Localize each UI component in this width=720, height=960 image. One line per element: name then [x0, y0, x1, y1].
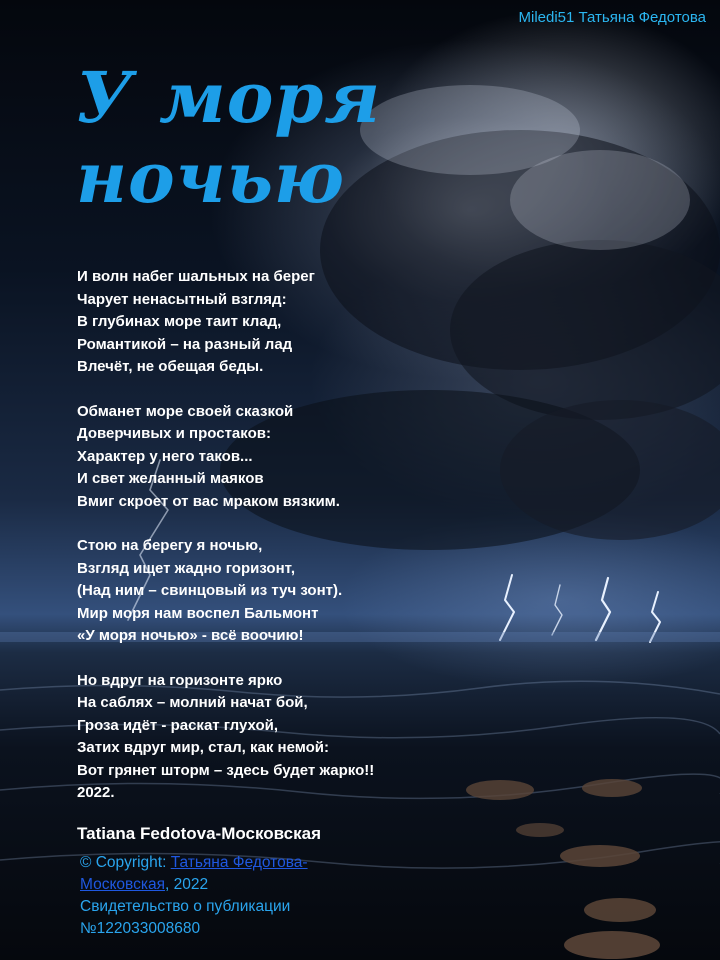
poem-line: Гроза идёт - раскат глухой,	[77, 716, 279, 734]
stanza	[77, 266, 447, 379]
poem-line: В глубинах море таит клад,	[77, 313, 282, 330]
poem-line: Взгляд ищет жадно горизонт,	[77, 559, 296, 577]
poem-line: Мир моря нам воспел Бальмонт	[77, 604, 319, 622]
poem-line: Доверчивых и простаков:	[77, 425, 271, 442]
poem-line: Влечёт, не обещая беды.	[77, 358, 264, 375]
copyright-year: , 2022	[164, 876, 209, 893]
poem-line: И волн набег шальных на берег	[77, 268, 315, 285]
author-name: Tatiana Fedotova-Московская	[77, 824, 322, 843]
copyright-block	[80, 852, 370, 940]
stanza	[77, 535, 447, 648]
copyright-prefix: © Copyright:	[80, 854, 171, 871]
stanza	[77, 670, 447, 805]
poem-line: (Над ним – свинцовый из туч зонт).	[77, 582, 343, 599]
certificate-number: №122033008680	[80, 920, 201, 937]
poem-line: На саблях – молний начат бой,	[77, 694, 308, 711]
title-line-2: ночью	[76, 136, 346, 219]
poem-title	[76, 58, 396, 218]
poem-line: Вот грянет шторм – здесь будет жарко!!	[77, 761, 375, 779]
poem-line: Стою на берегу я ночью,	[77, 537, 263, 554]
poem-line: Романтикой – на разный лад	[77, 335, 293, 353]
author-link[interactable]: Татьяна Федотова-Московская	[80, 854, 308, 893]
poem-body	[77, 266, 447, 827]
stanza	[77, 401, 447, 514]
poem-line: Но вдруг на горизонте ярко	[77, 671, 283, 689]
poem-line: Характер у него таков...	[77, 447, 253, 465]
poem-line: Чарует ненасытный взгляд:	[77, 290, 287, 308]
poem-line: И свет желанный маяков	[77, 470, 264, 487]
poem-line: Вмиг скроет от вас мраком вязким.	[77, 492, 340, 510]
certificate-label: Свидетельство о публикации	[80, 898, 291, 915]
poem-line: «У моря ночью» - всё воочию!	[77, 627, 304, 644]
shore-rocks	[466, 779, 660, 959]
watermark: Miledi51 Татьяна Федотова	[518, 9, 706, 26]
poem-line: Обманет море своей сказкой	[77, 402, 294, 420]
title-line-1: У моря	[76, 56, 382, 139]
poem-line: Затих вдруг мир, стал, как немой:	[77, 739, 329, 756]
poem-year: 2022.	[77, 784, 115, 801]
